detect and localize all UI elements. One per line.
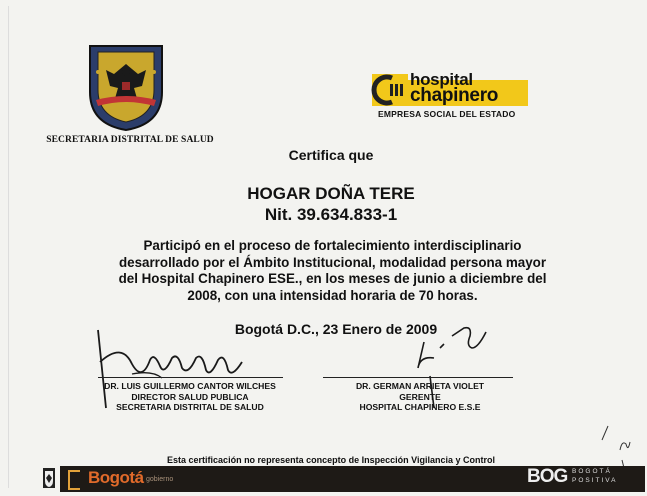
certificate-body (65, 238, 600, 304)
bogota-positiva-tag (572, 467, 618, 485)
signer-role: DIRECTOR SALUD PUBLICA (131, 391, 249, 402)
bogota-brand: Bogotá (88, 468, 144, 487)
gobierno-label: gobierno (146, 476, 174, 483)
disclaimer-text: Esta certificación no representa concepto de Inspección Vigilancia y Control (167, 455, 495, 465)
signer-name: DR. LUIS GUILLERMO CANTOR WILCHES (104, 381, 276, 391)
signature-block-1 (80, 381, 300, 413)
signature-line-1 (98, 377, 283, 378)
place-date: Bogotá D.C., 23 Enero de 2009 (234, 321, 438, 337)
signature-block-2 (320, 381, 520, 413)
recipient-name: HOGAR DOÑA TERE (247, 184, 415, 203)
signer-org: SECRETARIA DISTRITAL DE SALUD (116, 402, 264, 412)
signer-role: GERENTE (399, 391, 441, 402)
hospital-logo-word2: chapinero (410, 85, 499, 106)
certificate-heading: Certifica que (288, 147, 374, 163)
tag-line-2: POSITIVA (572, 477, 618, 484)
small-emblem-icon (42, 466, 56, 490)
body-line: 2008, con una intensidad horaria de 70 horas. (187, 287, 478, 303)
bog-logo: BOG (527, 466, 568, 487)
body-line: del Hospital Chapinero ESE., en los meses de junio a diciembre del (118, 271, 547, 286)
bogota-coat-of-arms-icon (86, 42, 166, 132)
signer-org: HOSPITAL CHAPINERO E.S.E (359, 402, 481, 412)
signer-name: DR. GERMAN ARRIETA VIOLET (355, 381, 485, 391)
hospital-subtitle: EMPRESA SOCIAL DEL ESTADO (378, 109, 516, 119)
bogota-bracket-icon (68, 470, 80, 490)
hospital-logo-word1: hospital (410, 70, 473, 89)
body-line: Participó en el proceso de fortalecimiento interdisciplinario (143, 238, 522, 253)
recipient-nit: Nit. 39.634.833-1 (264, 205, 398, 224)
tag-line-1: BOGOTÁ (572, 468, 612, 475)
signature-line-2 (323, 377, 513, 378)
secretaria-label: SECRETARIA DISTRITAL DE SALUD (46, 135, 214, 145)
body-line: desarrollado por el Ámbito Institucional, modalidad persona mayor (118, 254, 547, 270)
